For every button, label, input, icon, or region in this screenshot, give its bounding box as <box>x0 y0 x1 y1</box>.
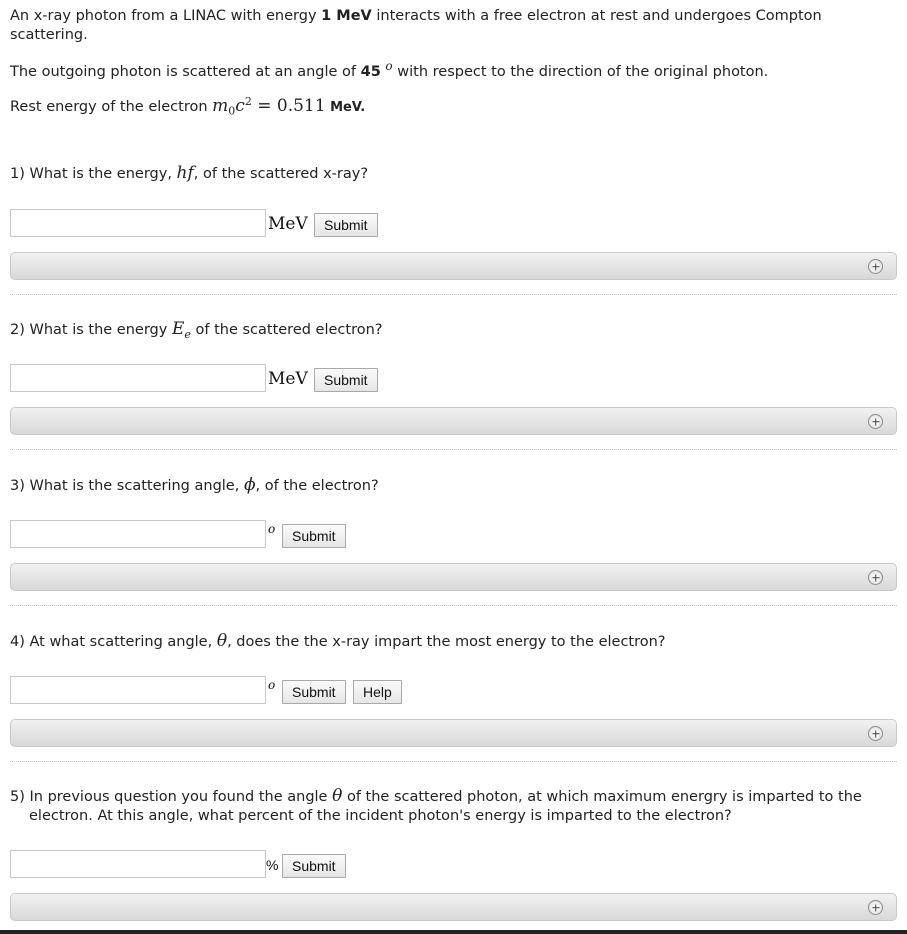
plus-circle-icon[interactable] <box>868 726 883 741</box>
unit-label-2: MeV <box>268 369 308 389</box>
submit-button-2[interactable]: Submit <box>314 368 378 392</box>
submit-button-1[interactable]: Submit <box>314 213 378 237</box>
unit-label-1: MeV <box>268 214 308 234</box>
plus-circle-icon[interactable] <box>868 259 883 274</box>
photon-angle: 45 <box>360 63 381 80</box>
bottom-border <box>0 930 907 934</box>
answer-input-1[interactable] <box>10 209 266 237</box>
divider <box>10 449 897 450</box>
answer-input-3[interactable] <box>10 520 266 548</box>
hint-panel-3[interactable] <box>10 563 897 591</box>
divider <box>10 761 897 762</box>
plus-circle-icon[interactable] <box>868 900 883 915</box>
help-button-4[interactable]: Help <box>353 680 402 704</box>
answer-input-4[interactable] <box>10 676 266 704</box>
degree-symbol: o <box>385 59 393 73</box>
question-4-symbol: θ <box>216 631 228 651</box>
question-3-symbol: ϕ <box>243 475 256 495</box>
plus-circle-icon[interactable] <box>868 414 883 429</box>
answer-input-5[interactable] <box>10 850 266 878</box>
submit-button-3[interactable]: Submit <box>282 524 346 548</box>
divider <box>10 605 897 606</box>
question-1: 1) What is the energy, hf, of the scattered x-ray? <box>10 163 369 183</box>
incident-energy: 1 MeV <box>321 8 372 24</box>
unit-label-5: % <box>266 857 279 873</box>
problem-intro-line3: Rest energy of the electron $m_0c^2 = 0.511$ MeV. <box>10 95 366 118</box>
question-2: 2) What is the energy $E_e$ of the scattered electron? <box>10 319 383 341</box>
question-2-symbol: E <box>171 319 185 339</box>
answer-input-2[interactable] <box>10 364 266 392</box>
hint-panel-2[interactable] <box>10 407 897 435</box>
rest-energy-value: = 0.511 <box>251 95 326 116</box>
submit-button-4[interactable]: Submit <box>282 680 346 704</box>
hint-panel-5[interactable] <box>10 893 897 921</box>
unit-label-4: o <box>268 678 276 692</box>
submit-button-5[interactable]: Submit <box>282 854 346 878</box>
question-5-symbol: θ <box>332 786 343 806</box>
divider <box>10 294 897 295</box>
problem-intro-line2: The outgoing photon is scattered at an angle of 45 $^o$ with respect to the direction of the original photon. <box>10 59 769 80</box>
problem-intro-line1: An x-ray photon from a LINAC with energy 1 MeV interacts with a free electron at rest and undergoes Compton scattering. <box>10 8 822 43</box>
question-4: 4) At what scattering angle, θ, does the the x-ray impart the most energy to the electron? <box>10 631 666 651</box>
unit-label-3: o <box>268 522 276 536</box>
hint-panel-1[interactable] <box>10 252 897 280</box>
question-1-symbol: hf <box>176 163 194 183</box>
plus-circle-icon[interactable] <box>868 570 883 585</box>
hint-panel-4[interactable] <box>10 719 897 747</box>
question-3: 3) What is the scattering angle, ϕ, of the electron? <box>10 475 379 495</box>
question-5: 5) In previous question you found the angle θ of the scattered photon, at which maximum energry is imparted to the electron. At this angle, what percent of the incident photon's energy is imparted to the electron? <box>10 786 862 824</box>
